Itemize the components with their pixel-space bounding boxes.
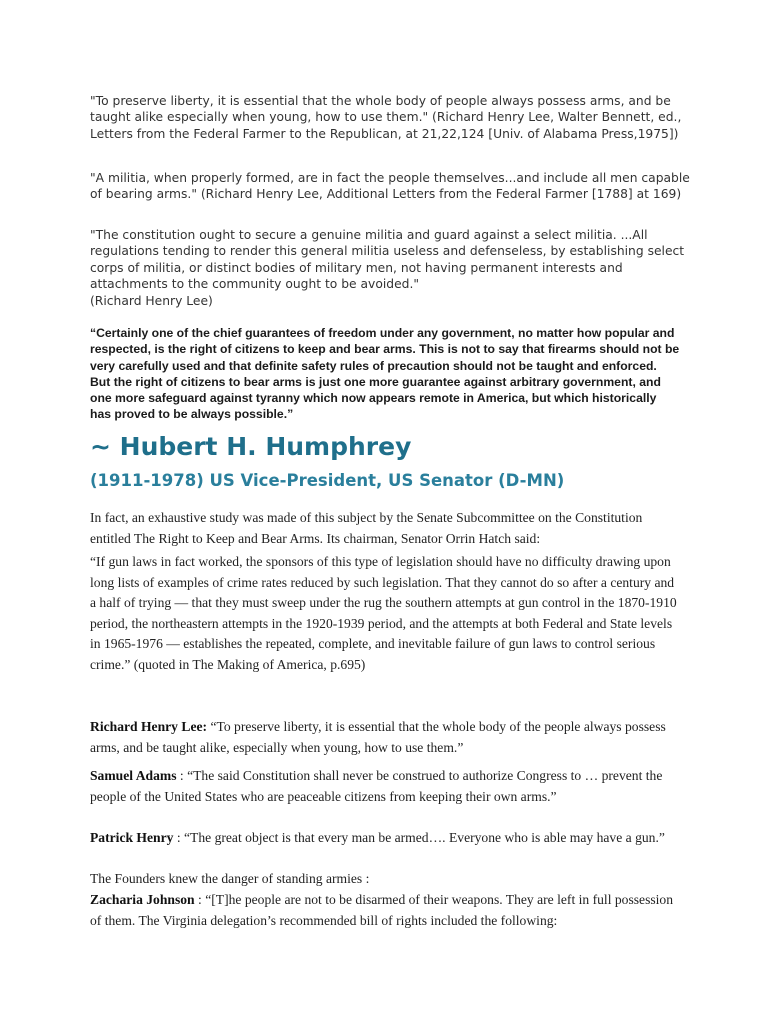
hatch-quote: “If gun laws in fact worked, the sponsors of this type of legislation should have no difficulty drawing upon long lists of examples of crime rates reduced by such legislation. That they cannot do so after a century and a half of trying — that they must sweep under the rug the southern attempts at gun control in the 1870-1910 period, the northeastern attempts in the 1920-1939 period, and the attempts at both Federal and State levels in 1965-1976 — establishes the repeated, complete, and inevitable failure of gun laws to control serious crime.” (quoted in The Making of America, p.695) — [90, 554, 677, 672]
quote-text: "The constitution ought to secure a genuine militia and guard against a select militia. ...All regulations tending to render this general militia useless and defenseless, by establishing select corps of militia, or distinct bodies of military men, not having permanent interests and attachments to the community ought to be avoided." — [90, 228, 685, 292]
henry-quote — [90, 828, 682, 849]
adams-text: : “The said Constitution shall never be construed to authorize Congress to … prevent the people of the United States who are peaceable citizens from keeping their own arms.” — [90, 768, 663, 804]
lee-text: “To preserve liberty, it is essential that the whole body of the people always possess arms, and be taught alike, especially when young, how to use them.” — [90, 719, 666, 755]
humphrey-quote: “Certainly one of the chief guarantees of freedom under any government, no matter how popular and respected, is the right of citizens to keep and bear arms. This is not to say that firearms should not be very carefully used and that definite safety rules of precaution should not be taught and enforced. But the right of citizens to bear arms is just one more guarantee against arbitrary government, and one more safeguard against tyranny which now appears remote in America, but which historically has proved to be always possible.” — [90, 326, 680, 422]
johnson-name: Zacharia Johnson — [90, 892, 195, 907]
henry-text: : “The great object is that every man be armed…. Everyone who is able may have a gun.” — [173, 830, 665, 845]
lee-quote — [90, 717, 682, 758]
adams-name: Samuel Adams — [90, 768, 177, 783]
adams-quote — [90, 766, 682, 807]
henry-name: Patrick Henry — [90, 830, 174, 845]
quote-lee-select-militia — [90, 227, 690, 309]
johnson-text: : “[T]he people are not to be disarmed of their weapons. They are left in full possession of them. The Virginia delegation’s recommended bill of rights included the following: — [90, 892, 674, 928]
intro-paragraph: In fact, an exhaustive study was made of this subject by the Senate Subcommittee on the Constitution entitled The Right to Keep and Bear Arms. Its chairman, Senator Orrin Hatch said: — [90, 510, 643, 546]
author-heading: ~ Hubert H. Humphrey — [90, 432, 412, 461]
quote-lee-militia: "A militia, when properly formed, are in fact the people themselves...and include all men capable of bearing arms." (Richard Henry Lee, Additional Letters from the Federal Farmer [1788] at 169) — [90, 171, 690, 202]
quote-attribution: (Richard Henry Lee) — [90, 293, 213, 308]
founders-line: The Founders knew the danger of standing armies : — [90, 871, 370, 886]
quote-lee-federal-farmer: "To preserve liberty, it is essential that the whole body of people always possess arms, and be taught alike especially when young, how to use them." (Richard Henry Lee, Walter Bennett, ed., Letters from the Federal Farmer to the Republican, at 21,22,124 [Univ. of Alabama Press,1975]) — [90, 94, 682, 141]
johnson-quote — [90, 890, 682, 931]
author-subheading: (1911-1978) US Vice-President, US Senator (D-MN) — [90, 471, 565, 490]
lee-name: Richard Henry Lee: — [90, 719, 208, 734]
